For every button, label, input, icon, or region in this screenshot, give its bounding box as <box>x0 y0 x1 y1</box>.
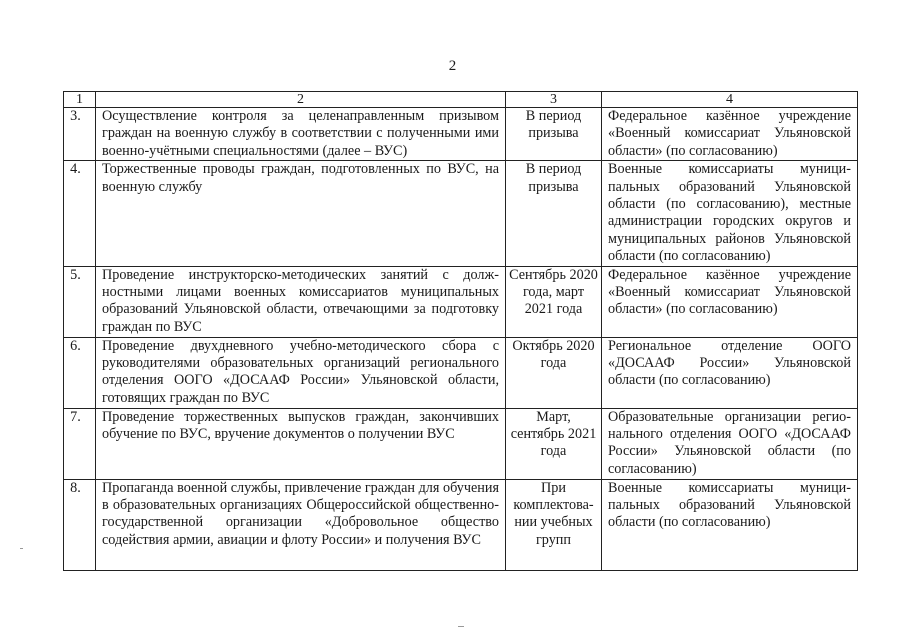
row-number: 5. <box>64 266 96 337</box>
row-number: 8. <box>64 479 96 570</box>
table-row <box>64 161 858 266</box>
table-row <box>64 337 858 408</box>
row-responsible: Военные комиссариаты муниципальных образований Ульяновской области (по согласованию) <box>602 479 858 570</box>
column-number-3: 3 <box>506 92 602 108</box>
row-description: Проведение двухдневного учебно-методического сбора с руководителями образовательных организаций регионального отделения ООГО «ДОСААФ России» Ульяновской области, готовящих граждан по ВУС <box>96 337 506 408</box>
row-period: В период призыва <box>506 161 602 266</box>
row-description: Торжественные проводы граждан, подготовленных по ВУС, на военную службу <box>96 161 506 266</box>
column-number-4: 4 <box>602 92 858 108</box>
column-number-row <box>64 92 858 108</box>
row-period: Март, сентябрь 2021 года <box>506 408 602 479</box>
row-description: Осуществление контроля за целенаправленным призывом граждан на военную службу в соответствии с полученными ими военно-учётными специальностями (далее – ВУС) <box>96 108 506 161</box>
row-responsible: Федеральное казённое учреждение «Военный комиссариат Ульяновской области» (по согласованию) <box>602 266 858 337</box>
row-number: 4. <box>64 161 96 266</box>
scan-artifact <box>458 626 464 627</box>
row-responsible: Региональное отделение ООГО «ДОСААФ России» Ульяновской области (по согласованию) <box>602 337 858 408</box>
row-number: 7. <box>64 408 96 479</box>
row-number: 3. <box>64 108 96 161</box>
column-number-1: 1 <box>64 92 96 108</box>
table-row <box>64 479 858 570</box>
row-period: При комплектовании учебных групп <box>506 479 602 570</box>
row-period: В период призыва <box>506 108 602 161</box>
row-description: Проведение инструкторско-методических занятий с должностными лицами военных комиссариатов муниципальных образований Ульяновской области, отвечающими за подготовку граждан по ВУС <box>96 266 506 337</box>
table-row <box>64 408 858 479</box>
events-table <box>63 91 858 571</box>
column-number-2: 2 <box>96 92 506 108</box>
row-description: Проведение торжественных выпусков граждан, закончивших обучение по ВУС, вручение документов о получении ВУС <box>96 408 506 479</box>
table-row <box>64 266 858 337</box>
row-period: Сентябрь 2020 года, март 2021 года <box>506 266 602 337</box>
page-number: 2 <box>448 58 457 74</box>
row-responsible: Военные комиссариаты муниципальных образований Ульяновской области (по согласованию), местные администрации городских округов и муниципальных районов Ульяновской области (по согласованию) <box>602 161 858 266</box>
table-row <box>64 108 858 161</box>
row-responsible: Федеральное казённое учреждение «Военный комиссариат Ульяновской области» (по согласованию) <box>602 108 858 161</box>
row-number: 6. <box>64 337 96 408</box>
scan-artifact <box>20 548 23 549</box>
row-description: Пропаганда военной службы, привлечение граждан для обучения в образовательных организациях Общероссийской общественно-государственной организации «Добровольное общество содействия армии, авиации и флоту России» и получения ВУС <box>96 479 506 570</box>
row-period: Октябрь 2020 года <box>506 337 602 408</box>
row-responsible: Образовательные организации регионального отделения ООГО «ДОСААФ России» Ульяновской области (по согласованию) <box>602 408 858 479</box>
